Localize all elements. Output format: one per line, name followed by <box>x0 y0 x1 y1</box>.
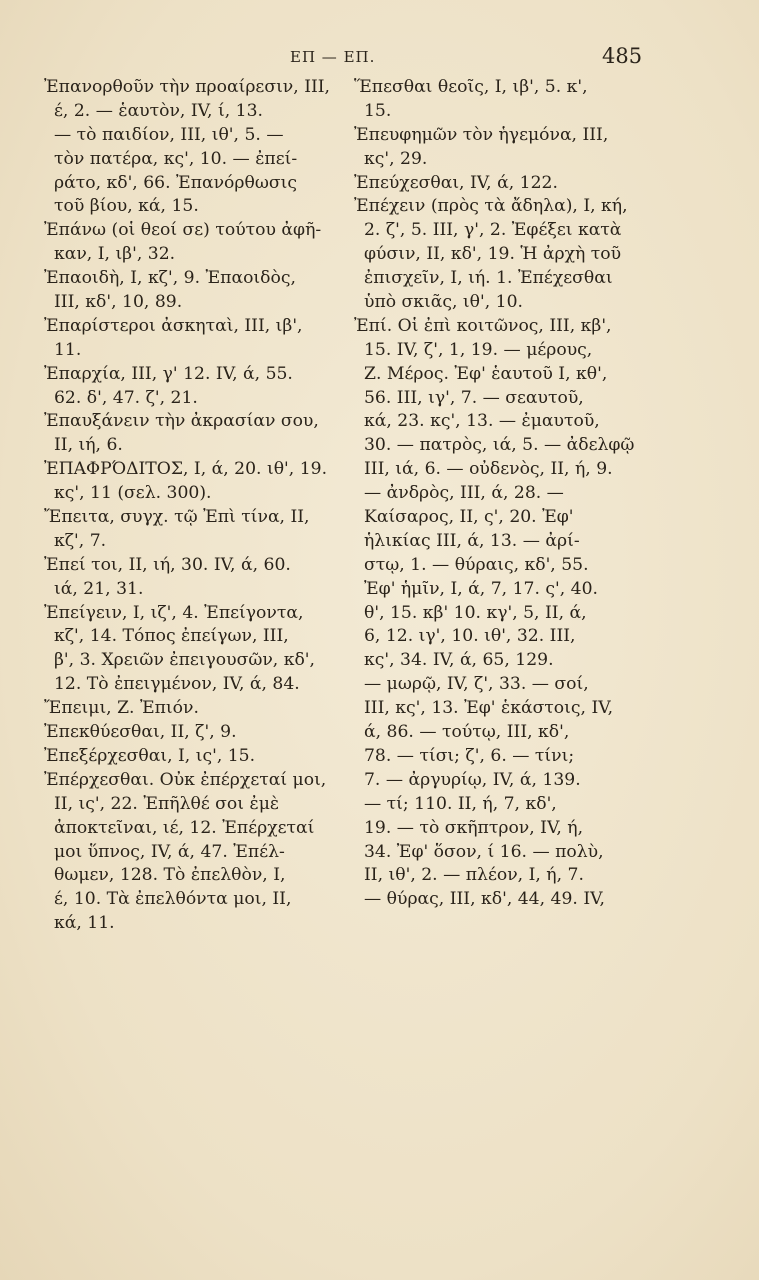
index-continuation-line: — ἀνδρὸς, III, ά, 28. — <box>364 483 564 504</box>
index-continuation-line: ἡλικίας III, ά, 13. — ἀρί- <box>364 530 580 551</box>
index-continuation-line: 56. III, ιγ', 7. — σεαυτοῦ, <box>364 387 584 408</box>
index-entry-line: Ἔπειμι, Ζ. Ἐπιόν. <box>44 698 199 719</box>
index-continuation-line: 62. δ', 47. ζ', 21. <box>54 387 198 408</box>
left-index-column <box>44 76 344 936</box>
index-continuation-line: III, κς', 13. Ἐφ' ἑκάστοις, IV, <box>364 698 614 719</box>
index-continuation-line: κά, 11. <box>54 913 115 934</box>
index-continuation-line: 30. — πατρὸς, ιά, 5. — ἀδελφῷ <box>364 435 635 456</box>
index-continuation-line: 15. IV, ζ', 1, 19. — μέρους, <box>364 339 593 360</box>
index-entry-line: Ἕπεσθαι θεοῖς, I, ιβ', 5. κ', <box>354 77 588 97</box>
index-continuation-line: — τὸ παιδίον, III, ιθ', 5. — <box>54 124 284 145</box>
index-continuation-line: 19. — τὸ σκῆπτρον, IV, ή, <box>364 817 584 838</box>
index-entry-line: Ἐπαρίστεροι ἀσκηταὶ, III, ιβ', <box>44 315 303 336</box>
index-continuation-line: — μωρῷ, IV, ζ', 33. — σοί, <box>364 674 589 695</box>
index-continuation-line: τὸν πατέρα, κς', 10. — ἐπεί- <box>54 148 298 169</box>
index-continuation-line: μοι ὕπνος, IV, ά, 47. Ἐπέλ- <box>54 841 285 862</box>
running-head: ΕΠ — ΕΠ. <box>290 48 376 66</box>
index-continuation-line: ἀποκτεῖναι, ιέ, 12. Ἐπέρχεταί <box>54 817 315 838</box>
index-entry-line: Ἐπέρχεσθαι. Οὐκ ἐπέρχεταί μοι, <box>44 769 327 790</box>
index-continuation-line: τοῦ βίου, κά, 15. <box>54 196 199 217</box>
index-continuation-line: 34. Ἐφ' ὅσον, ί 16. — πολὺ, <box>364 841 604 862</box>
index-entry-line: Ἐπάνω (οἱ θεοί σε) τούτου ἀφῆ- <box>44 220 322 241</box>
index-continuation-line: ράτο, κδ', 66. Ἐπανόρθωσις <box>54 172 297 193</box>
index-entry-line: Ἔπειτα, συγχ. τῷ Ἐπὶ τίνα, II, <box>44 507 310 528</box>
index-continuation-line: 7. — ἀργυρίῳ, IV, ά, 139. <box>364 769 581 790</box>
index-entry-line: Ἐπεκθύεσθαι, II, ζ', 9. <box>44 722 237 743</box>
index-continuation-line: κς', 11 (σελ. 300). <box>54 483 212 504</box>
index-continuation-line: III, κδ', 10, 89. <box>54 292 183 313</box>
index-continuation-line: 11. <box>54 339 82 360</box>
index-continuation-line: 78. — τίσι; ζ', 6. — τίνι; <box>364 745 575 766</box>
index-continuation-line: Καίσαρος, II, ς', 20. Ἐφ' <box>364 507 574 528</box>
index-continuation-line: έ, 2. — ἑαυτὸν, IV, ί, 13. <box>54 100 263 121</box>
index-continuation-line: Ἐφ' ἡμῖν, I, ά, 7, 17. ς', 40. <box>364 578 598 599</box>
index-entry-line: ἘΠΑΦΡΌΔΙΤΟΣ, I, ά, 20. ιθ', 19. <box>44 459 328 480</box>
index-continuation-line: ά, 86. — τούτῳ, III, κδ', <box>364 722 570 743</box>
index-continuation-line: ὑπὸ σκιᾶς, ιθ', 10. <box>364 292 524 313</box>
index-entry-line: Ἐπί. Οἱ ἐπὶ κοιτῶνος, III, κβ', <box>354 315 612 336</box>
index-entry-line: Ἐπαυξάνειν τὴν ἀκρασίαν σου, <box>44 411 319 432</box>
index-continuation-line: καν, I, ιβ', 32. <box>54 244 176 265</box>
index-continuation-line: 2. ζ', 5. III, γ', 2. Ἐφέξει κατὰ <box>364 220 622 241</box>
index-continuation-line: κς', 34. IV, ά, 65, 129. <box>364 650 554 671</box>
index-entry-line: Ἐπαρχία, III, γ' 12. IV, ά, 55. <box>44 363 293 384</box>
index-continuation-line: III, ιά, 6. — οὐδενὸς, II, ή, 9. <box>364 459 613 480</box>
index-continuation-line: 15. <box>364 100 392 121</box>
index-continuation-line: ιά, 21, 31. <box>54 578 144 599</box>
index-continuation-line: θ', 15. κβ' 10. κγ', 5, II, ά, <box>364 602 587 623</box>
index-continuation-line: κζ', 14. Τόπος ἐπείγων, III, <box>54 626 289 647</box>
index-continuation-line: 6, 12. ιγ', 10. ιθ', 32. III, <box>364 626 576 647</box>
index-continuation-line: στῳ, 1. — θύραις, κδ', 55. <box>364 554 589 575</box>
index-continuation-line: έ, 10. Τὰ ἐπελθόντα μοι, II, <box>54 889 292 910</box>
index-continuation-line: II, ις', 22. Ἐπῆλθέ σοι ἐμὲ <box>54 793 280 814</box>
right-index-column <box>354 76 654 912</box>
index-entry-line: Ἐπεύχεσθαι, IV, ά, 122. <box>354 172 558 193</box>
index-continuation-line: ἐπισχεῖν, I, ιή. 1. Ἐπέχεσθαι <box>364 268 613 289</box>
index-entry-line: Ἐπείγειν, I, ιζ', 4. Ἐπείγοντα, <box>44 602 304 623</box>
index-continuation-line: κς', 29. <box>364 148 428 169</box>
index-entry-line: Ἐπεξέρχεσθαι, I, ις', 15. <box>44 745 256 766</box>
index-entry-line: Ἐπέχειν (πρὸς τὰ ἄδηλα), I, κή, <box>354 196 628 217</box>
index-continuation-line: κζ', 7. <box>54 530 107 551</box>
index-entry-line: Ἐπευφημῶν τὸν ἡγεμόνα, III, <box>354 124 609 145</box>
index-continuation-line: — τί; 110. II, ή, 7, κδ', <box>364 793 557 814</box>
index-entry-line: Ἐπανορθοῦν τὴν προαίρεσιν, III, <box>44 77 331 97</box>
index-continuation-line: 12. Τὸ ἐπειγμένον, IV, ά, 84. <box>54 674 300 695</box>
page-number: 485 <box>602 44 643 68</box>
index-continuation-line: II, ιή, 6. <box>54 435 123 456</box>
index-entry-line: Ἐπαοιδὴ, I, κζ', 9. Ἐπαοιδὸς, <box>44 268 296 289</box>
index-continuation-line: κά, 23. κς', 13. — ἐμαυτοῦ, <box>364 411 600 432</box>
index-continuation-line: θωμεν, 128. Τὸ ἐπελθὸν, I, <box>54 865 286 886</box>
page-header <box>0 44 759 74</box>
index-continuation-line: φύσιν, II, κδ', 19. Ἡ ἀρχὴ τοῦ <box>364 244 622 265</box>
index-continuation-line: II, ιθ', 2. — πλέον, I, ή, 7. <box>364 865 584 886</box>
index-continuation-line: — θύρας, III, κδ', 44, 49. IV, <box>364 889 606 910</box>
index-entry-line: Ἐπεί τοι, II, ιή, 30. IV, ά, 60. <box>44 554 291 575</box>
index-continuation-line: Ζ. Μέρος. Ἐφ' ἑαυτοῦ I, κθ', <box>364 363 608 384</box>
index-continuation-line: β', 3. Χρειῶν ἐπειγουσῶν, κδ', <box>54 650 315 671</box>
